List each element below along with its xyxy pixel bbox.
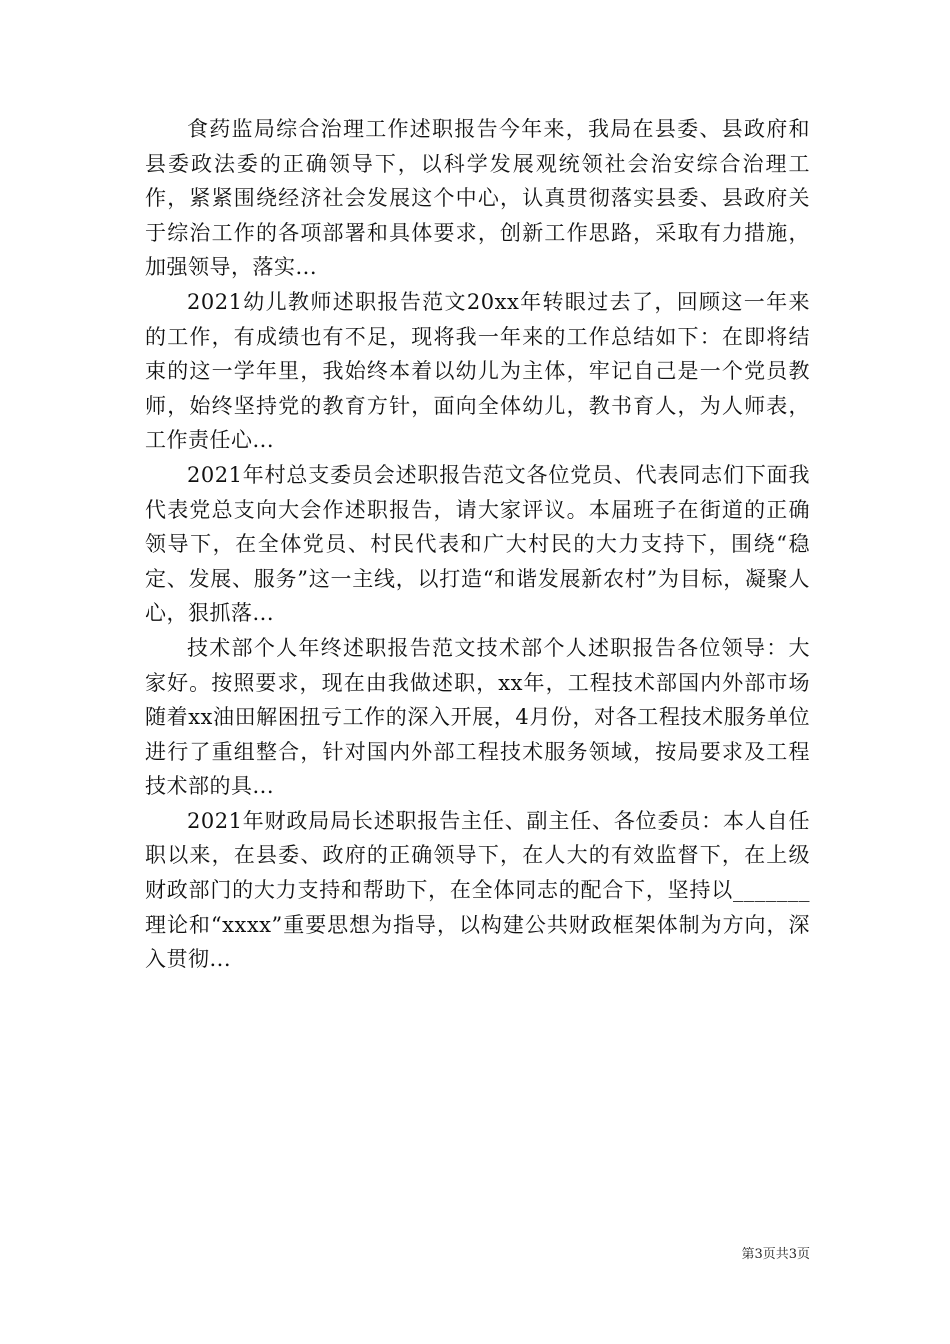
page-number: 第3页共3页 xyxy=(741,1247,810,1262)
document-body xyxy=(145,112,810,977)
paragraph: 2021幼儿教师述职报告范文20xx年转眼过去了，回顾这一年来的工作，有成绩也有不足，现将我一年来的工作总结如下：在即将结束的这一学年里，我始终本着以幼儿为主体，牢记自己是一个党员教师，始终坚持党的教育方针，面向全体幼儿，教书育人，为人师表，工作责任心... xyxy=(145,289,810,453)
paragraph: 食药监局综合治理工作述职报告今年来，我局在县委、县政府和县委政法委的正确领导下，以科学发展观统领社会治安综合治理工作，紧紧围绕经济社会发展这个中心，认真贯彻落实县委、县政府关于综治工作的各项部署和具体要求，创新工作思路，采取有力措施，加强领导，落实... xyxy=(145,117,810,280)
paragraph: 2021年村总支委员会述职报告范文各位党员、代表同志们下面我代表党总支向大会作述职报告，请大家评议。本届班子在街道的正确领导下，在全体党员、村民代表和广大村民的大力支持下，围绕“稳定、发展、服务”这一主线，以打造“和谐发展新农村”为目标，凝聚人心，狠抓落... xyxy=(145,462,810,626)
paragraph: 2021年财政局局长述职报告主任、副主任、各位委员：本人自任职以来，在县委、政府的正确领导下，在人大的有效监督下，在上级财政部门的大力支持和帮助下，在全体同志的配合下，坚持以_______理论和“xxxx”重要思想为指导，以构建公共财政框架体制为方向，深入贯彻... xyxy=(145,808,810,972)
paragraph: 技术部个人年终述职报告范文技术部个人述职报告各位领导：大家好。按照要求，现在由我做述职，xx年，工程技术部国内外部市场随着xx油田解困扭亏工作的深入开展，4月份，对各工程技术服务单位进行了重组整合，针对国内外部工程技术服务领域，按局要求及工程技术部的具... xyxy=(145,635,810,799)
